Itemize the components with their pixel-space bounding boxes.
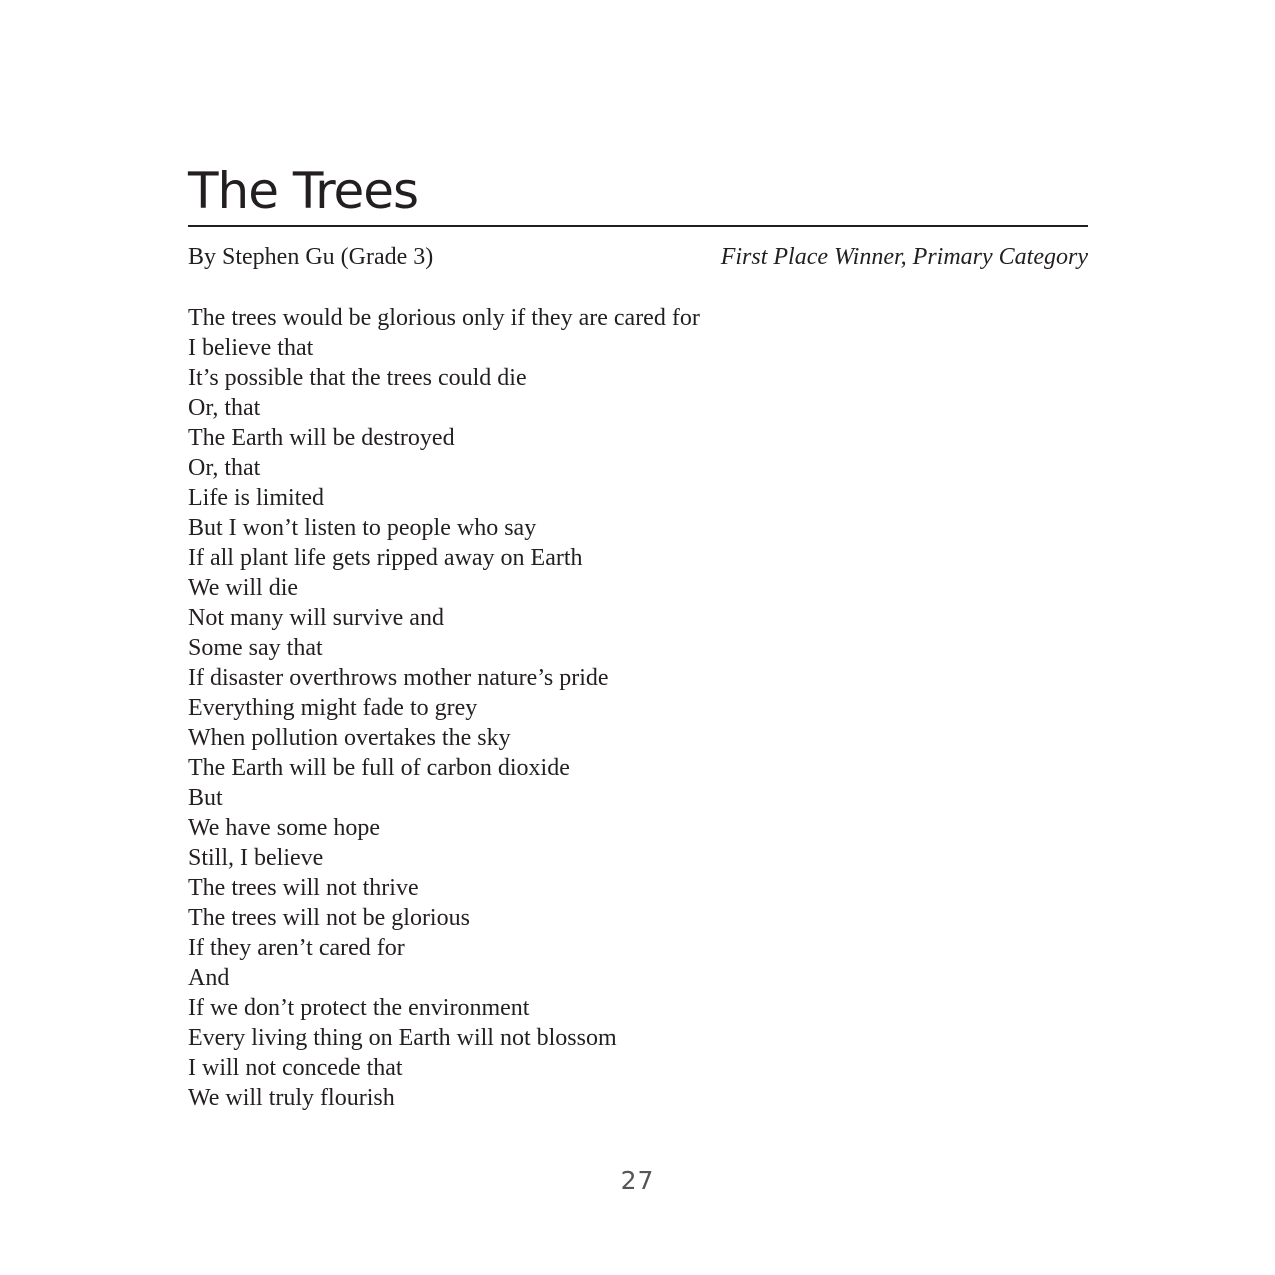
- poem-line: Not many will survive and: [188, 605, 444, 631]
- title-divider: [188, 225, 1088, 227]
- author-credit: By Stephen Gu (Grade 3): [188, 244, 434, 270]
- poem-line: Still, I believe: [188, 845, 324, 871]
- page-number: 27: [620, 1166, 655, 1195]
- poem-line: The Earth will be full of carbon dioxide: [188, 755, 570, 781]
- poem-line: The trees would be glorious only if they are cared for: [188, 305, 700, 331]
- poem-line: It’s possible that the trees could die: [188, 365, 527, 391]
- poem-line: Some say that: [188, 635, 323, 661]
- poem-line: I believe that: [188, 335, 314, 361]
- poem-body: [188, 303, 700, 1113]
- poem-line: If we don’t protect the environment: [188, 995, 530, 1021]
- poem-line: Every living thing on Earth will not blossom: [188, 1025, 617, 1051]
- poem-line: If disaster overthrows mother nature’s pride: [188, 665, 609, 691]
- poem-line: But I won’t listen to people who say: [188, 515, 537, 541]
- poem-title: The Trees: [188, 162, 419, 220]
- poem-line: When pollution overtakes the sky: [188, 725, 511, 751]
- poem-line: We will truly flourish: [188, 1085, 395, 1111]
- poem-line: Life is limited: [188, 485, 324, 511]
- poem-line: Everything might fade to grey: [188, 695, 478, 721]
- poem-line: We will die: [188, 575, 299, 601]
- poem-line: If they aren’t cared for: [188, 935, 405, 961]
- poem-line: And: [188, 965, 230, 991]
- poem-line: We have some hope: [188, 815, 380, 841]
- poem-line: But: [188, 785, 223, 811]
- poem-line: Or, that: [188, 395, 261, 421]
- poem-line: If all plant life gets ripped away on Earth: [188, 545, 583, 571]
- poem-line: The Earth will be destroyed: [188, 425, 455, 451]
- poem-line: The trees will not thrive: [188, 875, 419, 901]
- award-label: First Place Winner, Primary Category: [720, 244, 1088, 270]
- poem-line: The trees will not be glorious: [188, 905, 470, 931]
- byline: [188, 240, 1088, 276]
- poem-line: Or, that: [188, 455, 261, 481]
- poem-line: I will not concede that: [188, 1055, 403, 1081]
